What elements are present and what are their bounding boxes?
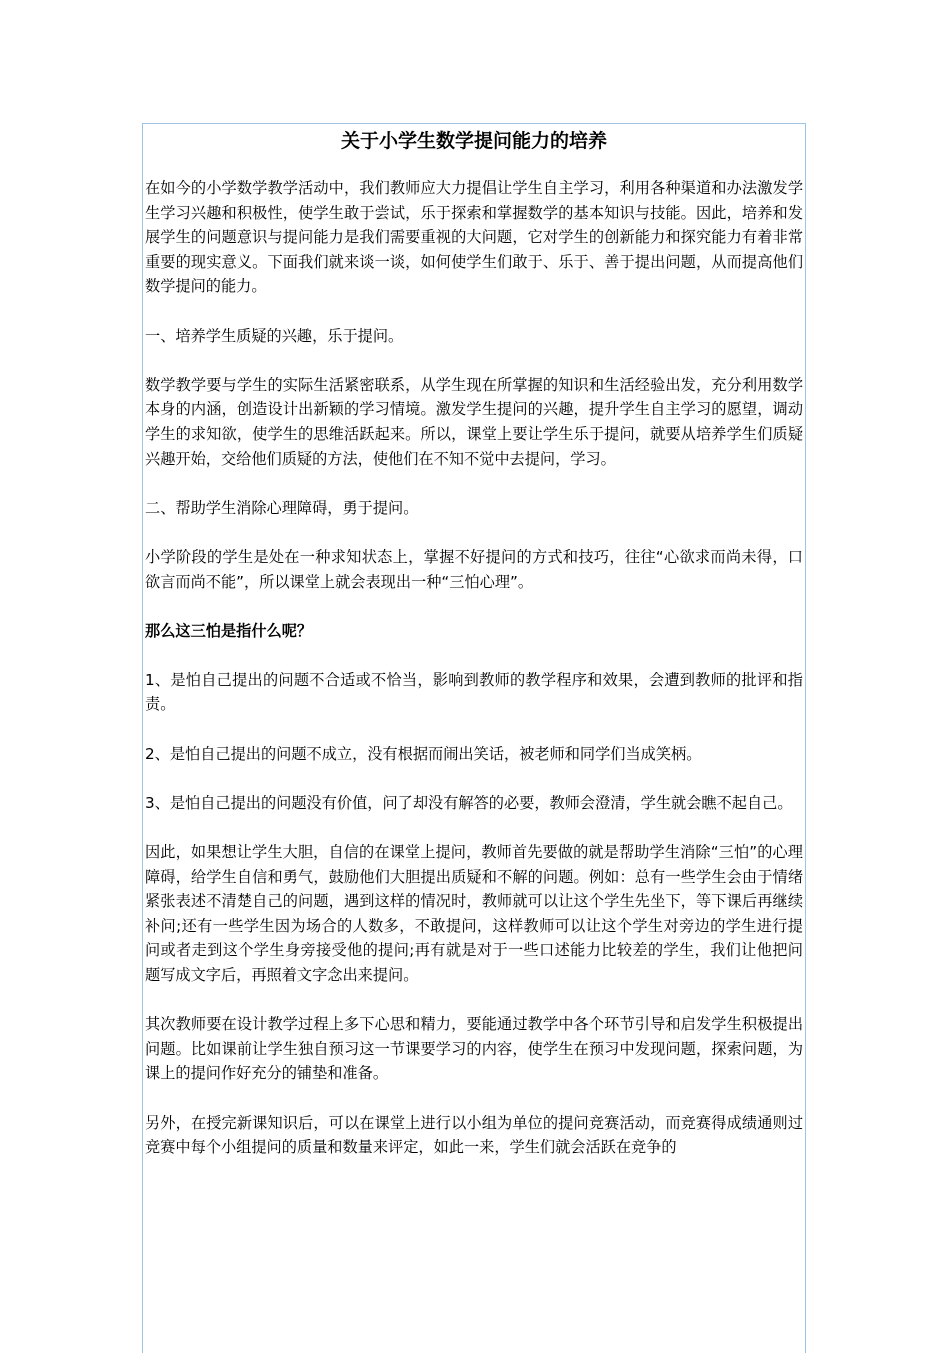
paragraph-section-2: 小学阶段的学生是处在一种求知状态上，掌握不好提问的方式和技巧，往往“心欲求而尚未得，口欲言而尚不能”，所以课堂上就会表现出一种“三怕心理”。 [145,547,803,591]
section-heading-2: 二、帮助学生消除心理障碍，勇于提问。 [145,498,419,517]
paragraph-moreover: 另外，在授完新课知识后，可以在课堂上进行以小组为单位的提问竞赛活动，而竞赛得成绩通则过竞赛中每个小组提问的质量和数量来评定，如此一来，学生们就会活跃在竞争的 [145,1113,803,1157]
list-item-1: 1、是怕自己提出的问题不合适或不恰当，影响到教师的教学程序和效果，会遭到教师的批评和指责。 [145,670,803,714]
list-item-2: 2、是怕自己提出的问题不成立，没有根据而闹出笑话，被老师和同学们当成笑柄。 [145,744,702,763]
section-heading-1: 一、培养学生质疑的兴趣，乐于提问。 [145,326,404,345]
list-item-3: 3、是怕自己提出的问题没有价值，问了却没有解答的必要，教师会澄清，学生就会瞧不起自己。 [145,793,793,812]
paragraph-intro: 在如今的小学数学教学活动中，我们教师应大力提倡让学生自主学习，利用各种渠道和办法激发学生学习兴趣和积极性，使学生敢于尝试，乐于探索和掌握数学的基本知识与技能。因此，培养和发展学生的问题意识与提问能力是我们需要重视的大问题，它对学生的创新能力和探究能力有着非常重要的现实意义。下面我们就来谈一谈，如何使学生们敢于、乐于、善于提出问题，从而提高他们数学提问的能力。 [145,179,803,296]
paragraph-secondly: 其次教师要在设计教学过程上多下心思和精力，要能通过教学中各个环节引导和启发学生积极提出问题。比如课前让学生独自预习这一节课要学习的内容，使学生在预习中发现问题，探索问题，为课上的提问作好充分的铺垫和准备。 [145,1015,803,1083]
bold-question: 那么这三怕是指什么呢？ [145,621,313,640]
document-frame [142,123,806,1353]
paragraph-section-1: 数学教学要与学生的实际生活紧密联系，从学生现在所掌握的知识和生活经验出发，充分利用数学本身的内涵，创造设计出新颖的学习情境。激发学生提问的兴趣，提升学生自主学习的愿望，调动学生的求知欲，使学生的思维活跃起来。所以，课堂上要让学生乐于提问，就要从培养学生们质疑兴趣开始，交给他们质疑的方法，使他们在不知不觉中去提问，学习。 [145,375,803,468]
paragraph-therefore: 因此，如果想让学生大胆，自信的在课堂上提问，教师首先要做的就是帮助学生消除“三怕”的心理障碍，给学生自信和勇气，鼓励他们大胆提出质疑和不解的问题。例如：总有一些学生会由于情绪紧张表述不清楚自己的问题，遇到这样的情况时，教师就可以让这个学生先坐下，等下课后再继续补问;还有一些学生因为场合的人数多，不敢提问，这样教师可以让这个学生对旁边的学生进行提问或者走到这个学生身旁接受他的提问;再有就是对于一些口述能力比较差的学生，我们让他把问题写成文字后，再照着文字念出来提问。 [145,843,803,984]
document-title: 关于小学生数学提问能力的培养 [340,130,607,152]
document-body [143,176,805,1160]
